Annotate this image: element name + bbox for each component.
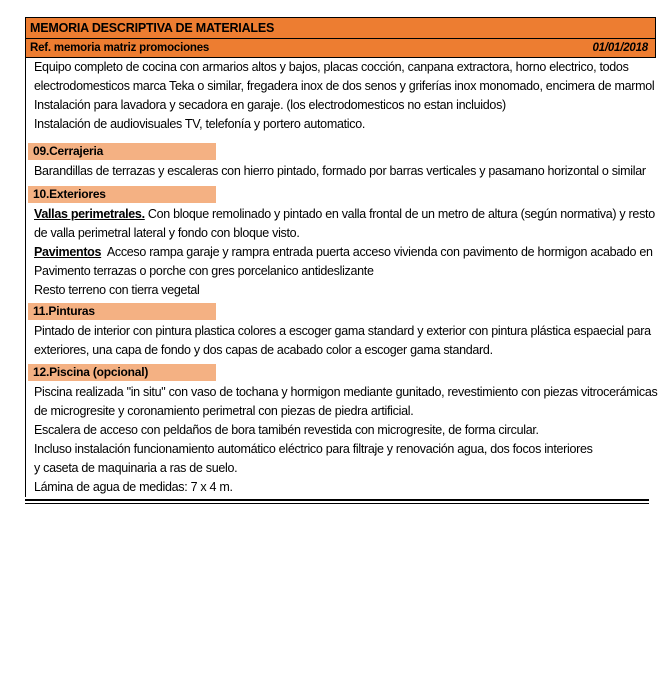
document-title-bar: [25, 17, 656, 39]
text-line: [26, 281, 656, 300]
text-line: [26, 77, 656, 96]
text-line: [26, 459, 656, 478]
document-body: [25, 58, 656, 497]
section-heading-exteriores: 10.Exteriores: [28, 186, 216, 203]
ref-row: [25, 39, 656, 58]
underlined-term: Pavimentos: [34, 245, 102, 259]
line-text: electrodomesticos marca Teka o similar, fregadera inox de dos senos y griferías inox monomado, encimera de marmol: [34, 79, 655, 93]
section-heading-cerrajeria: 09.Cerrajeria: [28, 143, 216, 160]
section-heading-piscina: 12.Piscina (opcional): [28, 364, 216, 381]
text-line: [26, 383, 656, 402]
text-line: [26, 322, 656, 341]
text-line: [26, 478, 656, 497]
line-text: de valla perimetral lateral y fondo con bloque visto.: [34, 226, 300, 240]
text-line: [26, 243, 656, 262]
line-text: Escalera de acceso con peldaños de bora tamibén revestida con microgresite, de forma circular.: [34, 423, 539, 437]
line-text: Resto terreno con tierra vegetal: [34, 283, 200, 297]
underlined-term: Vallas perimetrales.: [34, 207, 145, 221]
line-text: Pavimento terrazas o porche con gres porcelanico antideslizante: [34, 264, 374, 278]
line-text: Lámina de agua de medidas: 7 x 4 m.: [34, 480, 233, 494]
line-text: Barandillas de terrazas y escaleras con hierro pintado, formado por barras verticales y pasamano horizontal o similar: [34, 164, 646, 178]
section-heading-pinturas: 11.Pinturas: [28, 303, 216, 320]
date-value: 01/01/2018: [592, 42, 648, 54]
materials-memo-table: [25, 17, 656, 504]
text-line: [26, 162, 656, 181]
line-text: Con bloque remolinado y pintado en valla frontal de un metro de altura (según normativa) y resto: [144, 207, 655, 221]
text-line: [26, 205, 656, 224]
line-text: Piscina realizada "in situ" con vaso de tochana y hormigon mediante gunitado, revestimiento con piezas vitrocerámicas: [34, 385, 658, 399]
text-line: [26, 224, 656, 243]
line-text: exteriores, una capa de fondo y dos capas de acabado color a escoger gama standard.: [34, 343, 493, 357]
bottom-double-rule: [25, 499, 649, 504]
text-line: [26, 421, 656, 440]
document-title: MEMORIA DESCRIPTIVA DE MATERIALES: [30, 21, 275, 35]
line-text: Instalación para lavadora y secadora en garaje. (los electrodomesticos no estan incluidos): [34, 98, 506, 112]
text-line: [26, 96, 656, 115]
ref-label: Ref. memoria matriz promociones: [30, 42, 210, 54]
text-line: [26, 115, 656, 134]
text-line: [26, 440, 656, 459]
line-text: y caseta de maquinaria a ras de suelo.: [34, 461, 238, 475]
text-line: [26, 402, 656, 421]
line-text: Equipo completo de cocina con armarios altos y bajos, placas cocción, canpana extractora, horno electrico, todos: [34, 60, 629, 74]
text-line: [26, 341, 656, 360]
line-text: Acceso rampa garaje y rampra entrada puerta acceso vivienda con pavimento de hormigon acabado en: [101, 245, 653, 259]
line-text: de microgresite y coronamiento perimetral con piezas de piedra artificial.: [34, 404, 414, 418]
text-line: [26, 58, 656, 77]
line-text: Incluso instalación funcionamiento automático eléctrico para filtraje y renovación agua, dos focos interiores: [34, 442, 593, 456]
line-text: Instalación de audiovisuales TV, telefonía y portero automatico.: [34, 117, 366, 131]
text-line: [26, 262, 656, 281]
line-text: Pintado de interior con pintura plastica colores a escoger gama standard y exterior con pintura plástica espaecial para: [34, 324, 651, 338]
